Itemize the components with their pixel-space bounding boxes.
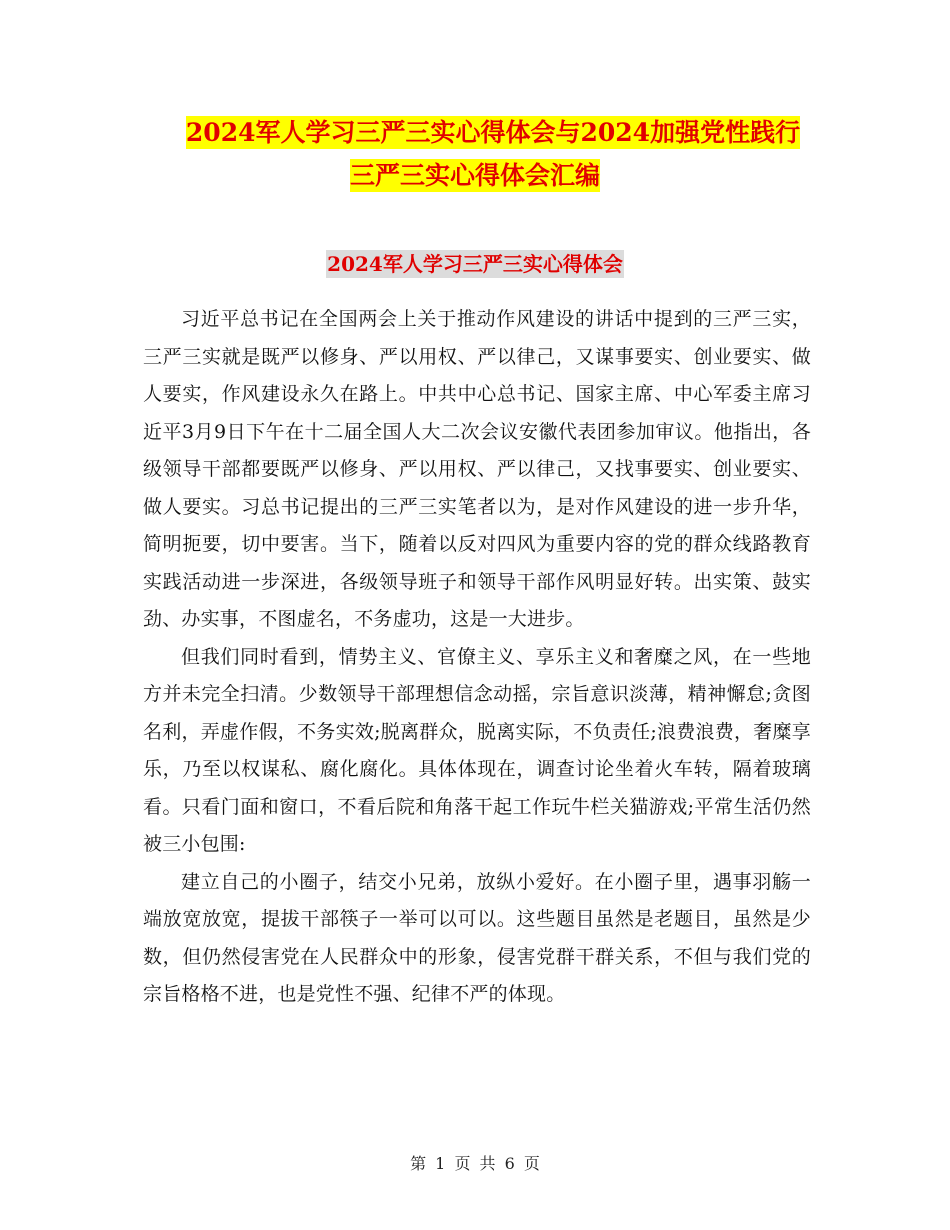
section-title [0,247,950,281]
document-title-line-1 [18,113,950,153]
document-title-line-2 [0,156,950,196]
page-footer: 第 1 页 共 6 页 [410,1154,540,1173]
section-title-highlight: 2024军人学习三严三实心得体会 [327,252,623,276]
document-body [143,301,811,1014]
title-highlight-1: 2024军人学习三严三实心得体会与2024加强党性践行 [185,118,801,147]
body-paragraph-3: 建立自己的小圈子，结交小兄弟，放纵小爱好。在小圈子里，遇事羽觞一端放宽放宽，提拔干部筷子一举可以可以。这些题目虽然是老题目，虽然是少数，但仍然侵害党在人民群众中的形象，侵害党群干群关系，不但与我们党的宗旨格格不进，也是党性不强、纪律不严的体现。 [143,870,811,1005]
title-highlight-2: 三严三实心得体会汇编 [349,161,600,190]
body-paragraph-2: 但我们同时看到，情势主义、官僚主义、享乐主义和奢糜之风，在一些地方并未完全扫清。少数领导干部理想信念动摇，宗旨意识淡薄，精神懈怠;贪图名利，弄虚作假，不务实效;脱离群众，脱离实际，不负责任;浪费浪费，奢糜享乐，乃至以权谋私、腐化腐化。具体体现在，调查讨论坐着火车转，隔着玻璃看。只看门面和窗口，不看后院和角落干起工作玩牛栏关猫游戏;平常生活仍然被三小包围: [143,645,811,855]
body-paragraph-1: 习近平总书记在全国两会上关于推动作风建设的讲话中提到的三严三实，三严三实就是既严以修身、严以用权、严以律己，又谋事要实、创业要实、做人要实，作风建设永久在路上。中共中心总书记、国家主席、中心军委主席习近平3月9日下午在十二届全国人大二次会议安徽代表团参加审议。他指出，各级领导干部都要既严以修身、严以用权、严以律己，又找事要实、创业要实、做人要实。习总书记提出的三严三实笔者以为，是对作风建设的进一步升华，简明扼要，切中要害。当下，随着以反对四风为重要内容的党的群众线路教育实践活动进一步深进，各级领导班子和领导干部作风明显好转。出实策、鼓实劲、办实事，不图虚名，不务虚功，这是一大进步。 [143,308,811,630]
